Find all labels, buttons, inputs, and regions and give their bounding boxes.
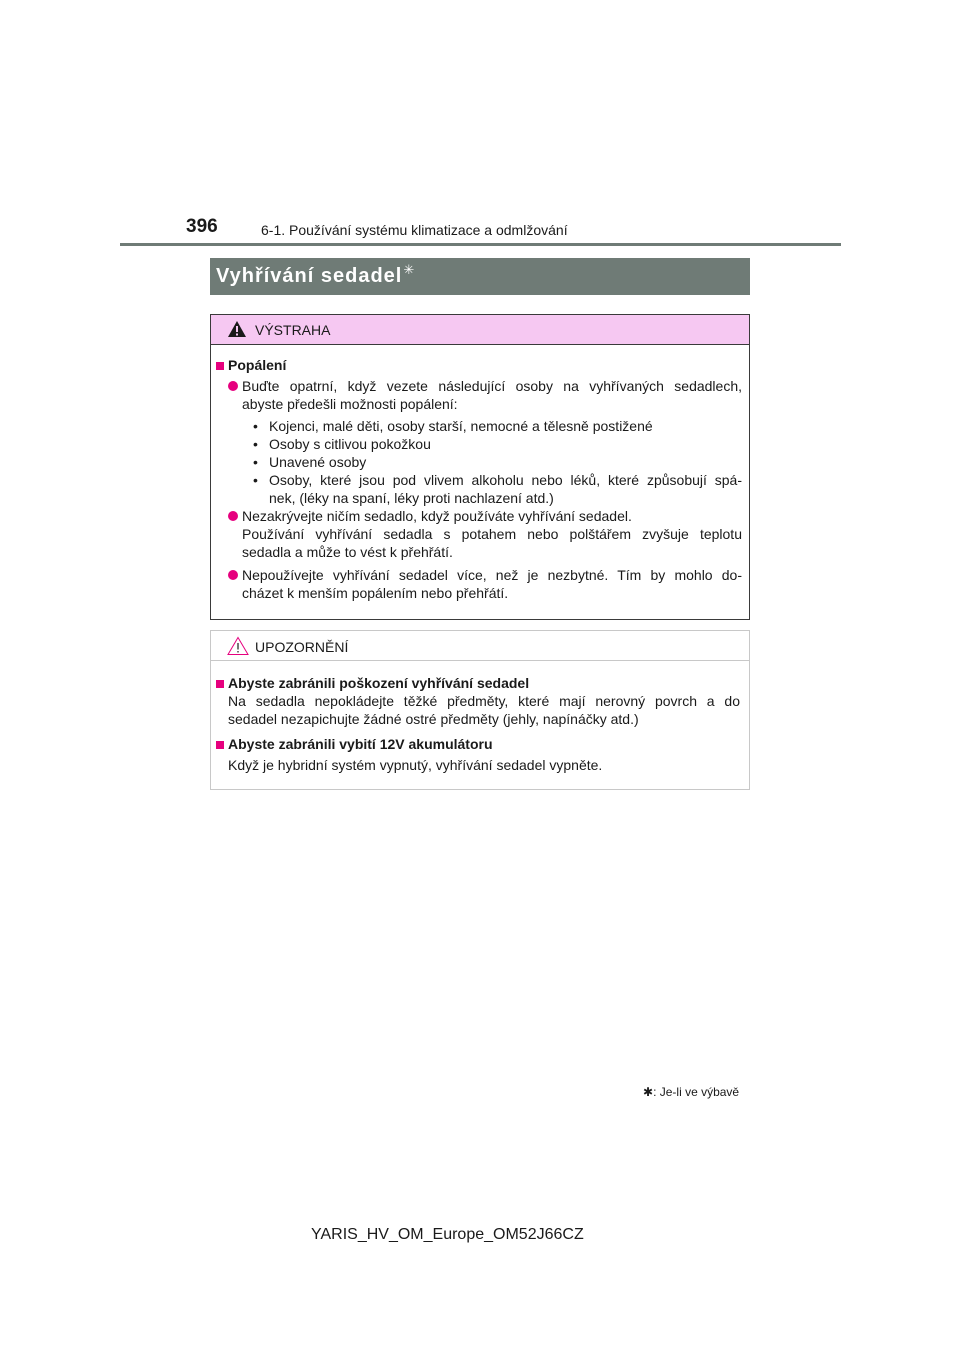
notice-label: UPOZORNĚNÍ <box>255 639 349 655</box>
warning-bullet-text: Nepoužívejte vyhřívání sedadel více, než je nezbytné. Tím by mohlo do- <box>242 567 742 583</box>
square-bullet-icon <box>216 741 224 749</box>
sub-bullet-dot: • <box>253 436 258 452</box>
warning-bullet-text: sedadla a může to vést k přehřátí. <box>242 544 453 560</box>
warning-heading: Popálení <box>228 357 287 373</box>
warning-label: VÝSTRAHA <box>255 322 331 338</box>
warning-triangle-icon <box>227 320 247 338</box>
optional-equipment-mark: ✳ <box>403 262 415 277</box>
sub-bullet-text: Osoby s citlivou pokožkou <box>269 436 431 452</box>
sub-bullet-text: Osoby, které jsou pod vlivem alkoholu nebo léků, které způsobují spá- <box>269 472 742 488</box>
page-number: 396 <box>186 216 218 237</box>
notice-text: sedadel nezapichujte žádné ostré předměty (jehly, napínáčky atd.) <box>228 711 639 727</box>
square-bullet-icon <box>216 680 224 688</box>
footnote <box>643 1085 739 1099</box>
warning-bullet-text: abyste předešli možnosti popálení: <box>242 396 458 412</box>
sub-bullet-text: Unavené osoby <box>269 454 367 470</box>
footnote-star: ✱ <box>643 1085 654 1099</box>
header-rule <box>120 243 841 246</box>
notice-box <box>210 630 750 790</box>
warning-bullet-text: Používání vyhřívání sedadla s potahem nebo polštářem zvyšuje teplotu <box>242 526 742 542</box>
notice-text: Na sedadla nepokládejte těžké předměty, které mají nerovný povrch a do <box>228 693 740 709</box>
sub-bullet-text: nek, (léky na spaní, léky proti nachlazení atd.) <box>269 490 554 506</box>
chapter-title: 6-1. Používání systému klimatizace a odmlžování <box>261 222 568 238</box>
sub-bullet-dot: • <box>253 418 258 434</box>
round-bullet-icon <box>228 511 238 521</box>
notice-text: Když je hybridní systém vypnutý, vyhřívání sedadel vypněte. <box>228 757 603 773</box>
notice-heading: Abyste zabránili poškození vyhřívání sedadel <box>228 675 530 691</box>
section-title-bar <box>210 258 750 295</box>
sub-bullet-text: Kojenci, malé děti, osoby starší, nemocné a tělesně postižené <box>269 418 653 434</box>
section-title: Vyhřívání sedadel <box>216 265 403 287</box>
round-bullet-icon <box>228 381 238 391</box>
warning-header <box>211 315 749 345</box>
round-bullet-icon <box>228 570 238 580</box>
notice-header <box>211 631 749 661</box>
warning-box <box>210 314 750 620</box>
sub-bullet-dot: • <box>253 472 258 488</box>
footnote-text: : Je-li ve výbavě <box>653 1085 740 1099</box>
notice-heading: Abyste zabránili vybití 12V akumulátoru <box>228 736 493 752</box>
square-bullet-icon <box>216 362 224 370</box>
warning-bullet-text: Nezakrývejte ničím sedadlo, když používáte vyhřívání sedadel. <box>242 508 632 524</box>
sub-bullet-dot: • <box>253 454 258 470</box>
warning-bullet-text: Buďte opatrní, když vezete následující osoby na vyhřívaných sedadlech, <box>242 378 742 394</box>
caution-triangle-icon <box>227 636 249 656</box>
document-code: YARIS_HV_OM_Europe_OM52J66CZ <box>311 1226 584 1243</box>
warning-bullet-text: cházet k menším popálením nebo přehřátí. <box>242 585 509 601</box>
